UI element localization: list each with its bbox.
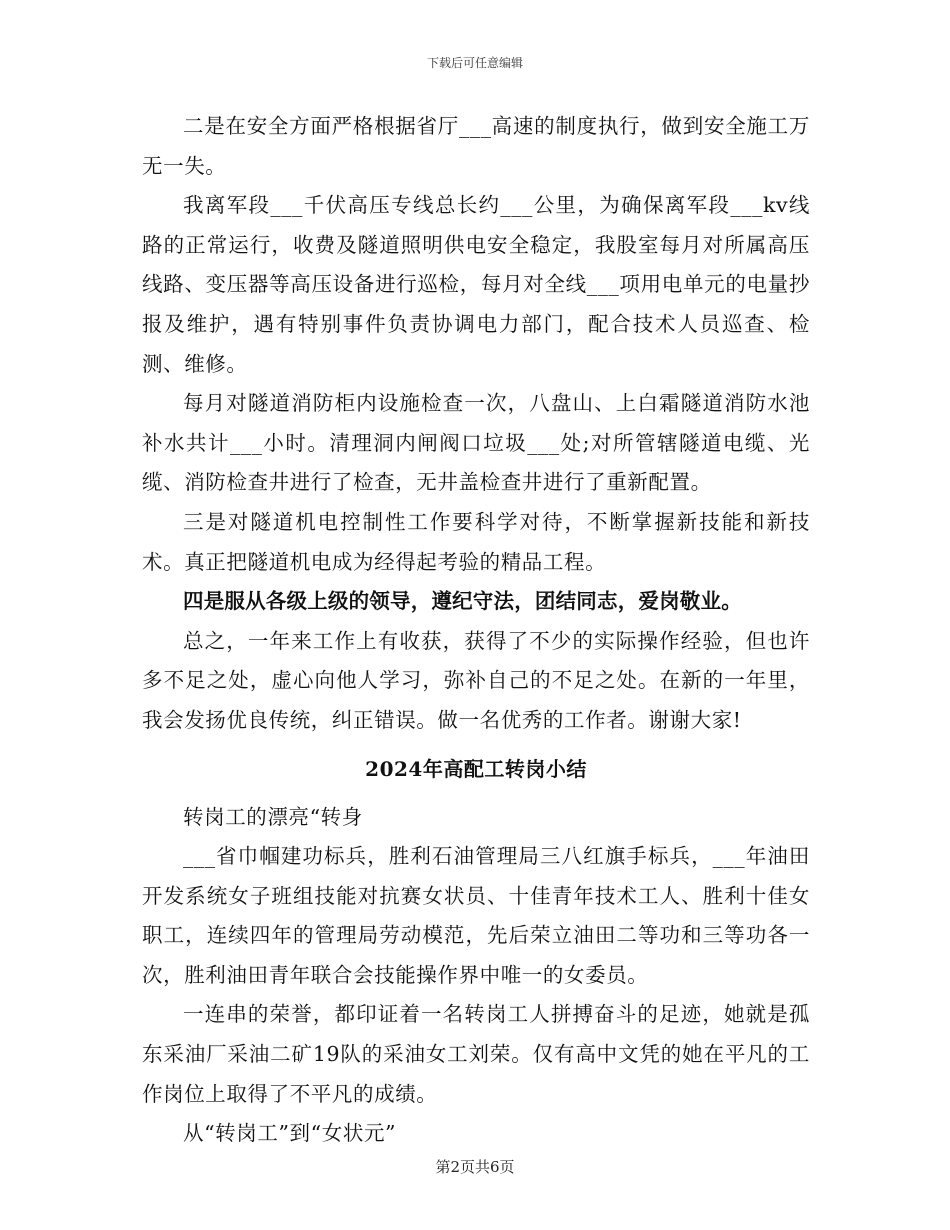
paragraph-discipline: 四是服从各级上级的领导，遵纪守法，团结同志，爱岗敬业。 [183, 589, 742, 614]
paragraph-subtitle-champion: 从“转岗工”到“女状元” [183, 1121, 397, 1146]
paragraph-subtitle-transfer: 转岗工的漂亮“转身 [183, 804, 363, 829]
paragraph-fire-inspection: 每月对隧道消防柜内设施检查一次，八盘山、上白霜隧道消防水池补水共计___小时。清理洞内闸阀口垃圾___处;对所管辖隧道电缆、光缆、消防检查井进行了检查，无井盖检查井进行了重新配置。 [142, 391, 810, 495]
paragraph-tunnel-electromechanical: 三是对隧道机电控制性工作要科学对待，不断掌握新技能和新技术。真正把隧道机电成为经得起考验的精品工程。 [142, 509, 810, 574]
paragraph-conclusion: 总之，一年来工作上有收获，获得了不少的实际操作经验，但也许多不足之处，虚心向他人学习，弥补自己的不足之处。在新的一年里，我会发扬优良传统，纠正错误。做一名优秀的工作者。谢谢大家! [142, 628, 810, 732]
section-title: 2024年高配工转岗小结 [365, 756, 587, 781]
header-note: 下载后可任意编辑 [426, 56, 523, 70]
paragraph-honors: ___省巾帼建功标兵，胜利石油管理局三八红旗手标兵，___年油田开发系统女子班组技能对抗赛女状员、十佳青年技术工人、胜利十佳女职工，连续四年的管理局劳动模范，先后荣立油田二等功和三等功各一次，胜利油田青年联合会技能操作界中唯一的女委员。 [142, 844, 810, 987]
page-number: 第2页共6页 [435, 1158, 515, 1176]
paragraph-safety: 二是在安全方面严格根据省厅___高速的制度执行，做到安全施工万无一失。 [142, 114, 810, 178]
paragraph-power-lines: 我离军段___千伏高压专线总长约___公里，为确保离军段___kv线路的正常运行，收费及隧道照明供电安全稳定，我股室每月对所属高压线路、变压器等高压设备进行巡检，每月对全线___项用电单元的电量抄报及维护，遇有特别事件负责协调电力部门，配合技术人员巡查、检测、维修。 [142, 193, 810, 376]
document-body [142, 107, 810, 1154]
paragraph-liu-rong: 一连串的荣誉，都印证着一名转岗工人拼搏奋斗的足迹，她就是孤东采油厂采油二矿19队的采油女工刘荣。仅有高中文凭的她在平凡的工作岗位上取得了不平凡的成绩。 [142, 1002, 810, 1106]
